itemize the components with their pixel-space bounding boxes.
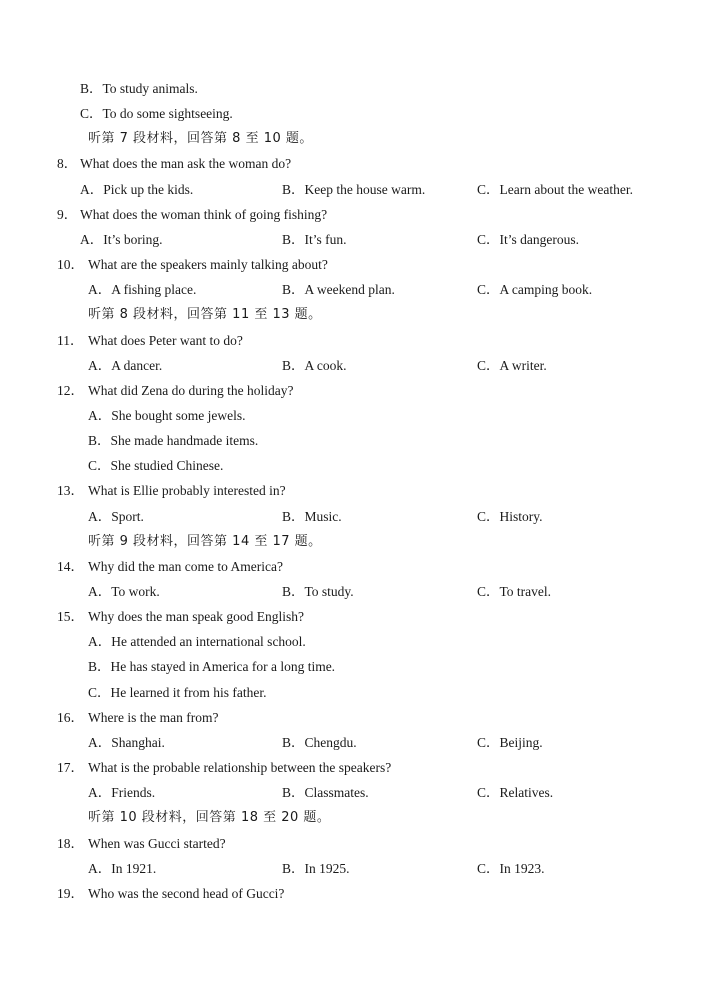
- option-c: C．To travel.: [477, 584, 552, 599]
- option-text: C．He learned it from his father.: [88, 684, 267, 700]
- option-a: A．A fishing place.: [88, 282, 197, 298]
- question-number: 17．: [57, 760, 84, 776]
- question-text: Why does the man speak good English?: [88, 609, 304, 625]
- question-text: What does the man ask the woman do?: [80, 156, 292, 172]
- option-text: B．To study animals.: [80, 81, 198, 96]
- question-text: When was Gucci started?: [88, 835, 226, 851]
- option-b: B．Music.: [282, 508, 342, 524]
- option-text: B．She made handmade items.: [88, 433, 259, 449]
- option-b: B．In 1925.: [282, 860, 350, 876]
- option-c: C．Relatives.: [477, 785, 554, 801]
- option-text: B．He has stayed in America for a long time.: [88, 659, 336, 675]
- question-text: What does Peter want to do?: [88, 332, 243, 348]
- option-c: C．History.: [477, 508, 543, 524]
- option-a: A．Friends.: [88, 785, 156, 801]
- option-b: B．Chengdu.: [282, 734, 357, 750]
- option-b: B．To study.: [282, 584, 354, 599]
- option-b: B．It’s fun.: [282, 231, 347, 247]
- option-c: C．In 1923.: [477, 860, 545, 876]
- option-c: C．A writer.: [477, 357, 547, 373]
- question-text: What is the probable relationship between the speakers?: [88, 760, 392, 776]
- question-text: What is Ellie probably interested in?: [88, 483, 286, 499]
- question-number: 13．: [57, 483, 84, 499]
- question-number: 12．: [57, 382, 84, 398]
- option-b: B．Keep the house warm.: [282, 181, 426, 197]
- question-number: 14．: [57, 558, 84, 574]
- question-number: 10．: [57, 257, 84, 273]
- question-number: 16．: [57, 709, 84, 725]
- option-a: A．Shanghai.: [88, 734, 165, 750]
- option-c: C．It’s dangerous.: [477, 231, 579, 247]
- option-b: B．Classmates.: [282, 785, 369, 801]
- option-text: C．She studied Chinese.: [88, 458, 224, 474]
- option-c: C．Learn about the weather.: [477, 181, 633, 197]
- option-text: A．He attended an international school.: [88, 634, 306, 650]
- option-a: A．In 1921.: [88, 860, 157, 876]
- option-b: B．A weekend plan.: [282, 282, 395, 298]
- section-instruction-text: 听第 9 段材料，回答第 14 至 17 题。: [88, 533, 322, 549]
- question-text: What are the speakers mainly talking about?: [88, 257, 328, 273]
- question-number: 11．: [57, 332, 84, 348]
- question-text: Where is the man from?: [88, 709, 219, 725]
- question-text: What does the woman think of going fishing?: [80, 206, 328, 222]
- section-instruction-text: 听第 7 段材料，回答第 8 至 10 题。: [88, 131, 313, 147]
- option-c: C．A camping book.: [477, 282, 593, 298]
- question-text: Why did the man come to America?: [88, 558, 283, 574]
- question-text: What did Zena do during the holiday?: [88, 382, 294, 398]
- section-instruction-text: 听第 10 段材料，回答第 18 至 20 题。: [88, 810, 331, 826]
- option-a: A．To work.: [88, 584, 160, 599]
- option-c: C．Beijing.: [477, 734, 543, 750]
- section-instruction-text: 听第 8 段材料，回答第 11 至 13 题。: [88, 307, 322, 323]
- option-a: A．It’s boring.: [80, 231, 163, 247]
- option-text: C．To do some sightseeing.: [80, 106, 233, 122]
- option-a: A．A dancer.: [88, 357, 163, 373]
- question-number: 9．: [57, 206, 78, 222]
- question-number: 15．: [57, 609, 84, 625]
- option-a: A．Sport.: [88, 508, 144, 524]
- question-text: Who was the second head of Gucci?: [88, 885, 285, 901]
- option-a: A．Pick up the kids.: [80, 181, 194, 197]
- question-number: 19．: [57, 885, 84, 901]
- question-number: 8．: [57, 156, 78, 172]
- option-b: B．A cook.: [282, 357, 347, 373]
- option-text: A．She bought some jewels.: [88, 407, 246, 423]
- question-number: 18．: [57, 835, 84, 851]
